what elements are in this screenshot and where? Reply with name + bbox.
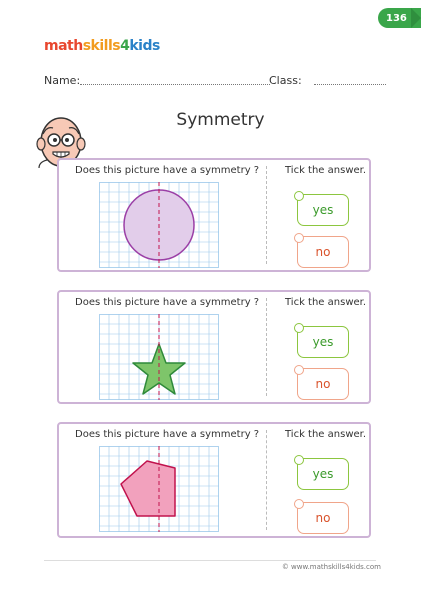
footer-copyright: © www.mathskills4kids.com — [281, 563, 381, 571]
answer-no-button[interactable] — [297, 502, 349, 534]
tick-instruction: Tick the answer. — [285, 165, 367, 176]
class-field[interactable] — [314, 84, 386, 85]
circle-figure — [99, 182, 219, 268]
star-figure — [99, 314, 219, 400]
checkbox[interactable] — [294, 455, 304, 465]
tick-instruction: Tick the answer. — [285, 297, 367, 308]
logo-part-kids: kids — [129, 38, 160, 54]
checkbox[interactable] — [294, 323, 304, 333]
answer-yes-button[interactable] — [297, 326, 349, 358]
logo — [44, 38, 160, 54]
answer-yes-button[interactable] — [297, 458, 349, 490]
pentagon-figure — [99, 446, 219, 532]
question-text: Does this picture have a symmetry ? — [75, 165, 260, 176]
question-text: Does this picture have a symmetry ? — [75, 429, 260, 440]
name-label: Name: — [44, 74, 81, 87]
page-badge-arrow — [411, 8, 421, 28]
answer-yes-label: yes — [312, 335, 334, 349]
checkbox[interactable] — [294, 191, 304, 201]
question-card-3 — [57, 422, 371, 538]
answer-no-label: no — [315, 377, 331, 391]
question-text: Does this picture have a symmetry ? — [75, 297, 260, 308]
card-divider — [266, 298, 267, 396]
card-divider — [266, 166, 267, 264]
checkbox[interactable] — [294, 365, 304, 375]
card-divider — [266, 430, 267, 530]
checkbox[interactable] — [294, 499, 304, 509]
question-card-1 — [57, 158, 371, 272]
answer-yes-button[interactable] — [297, 194, 349, 226]
answer-no-label: no — [315, 245, 331, 259]
header-row — [44, 74, 394, 88]
page-number: 136 — [386, 12, 407, 24]
checkbox[interactable] — [294, 233, 304, 243]
page-title: Symmetry — [176, 110, 265, 130]
logo-part-math: math — [44, 38, 83, 54]
tick-instruction: Tick the answer. — [285, 429, 367, 440]
footer-divider — [44, 560, 376, 561]
answer-no-label: no — [315, 511, 331, 525]
name-field[interactable] — [80, 84, 270, 85]
answer-no-button[interactable] — [297, 236, 349, 268]
answer-no-button[interactable] — [297, 368, 349, 400]
answer-yes-label: yes — [312, 203, 334, 217]
answer-yes-label: yes — [312, 467, 334, 481]
logo-part-4: 4 — [120, 38, 130, 54]
logo-part-skills: skills — [82, 38, 121, 54]
question-card-2 — [57, 290, 371, 404]
class-label: Class: — [269, 74, 302, 87]
